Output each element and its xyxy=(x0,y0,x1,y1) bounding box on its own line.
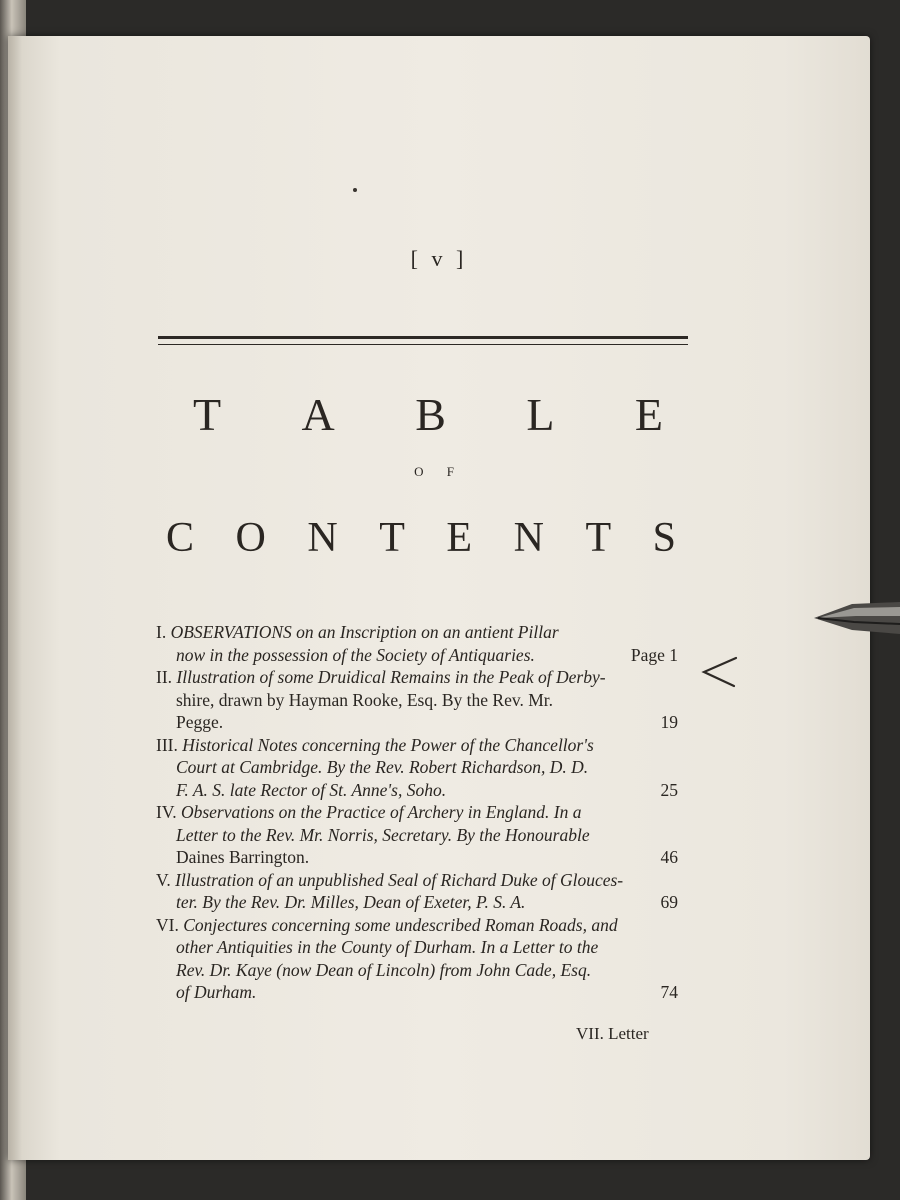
page-gutter-shadow xyxy=(8,36,22,1160)
toc-number: V. xyxy=(156,869,171,890)
toc-page-number: 69 xyxy=(660,892,678,912)
toc-line xyxy=(156,824,686,847)
toc-text: Rev. Dr. Kaye (now Dean of Lincoln) from John Cade, Esq. xyxy=(176,959,592,980)
toc-page-number: 19 xyxy=(660,712,678,732)
toc-page-number: 46 xyxy=(660,847,678,867)
catchword xyxy=(576,1024,649,1044)
toc-line xyxy=(156,621,686,644)
title-of: O F xyxy=(414,464,464,479)
toc-text: Illustration of an unpublished Seal of Richard Duke of Glouces- xyxy=(175,869,624,890)
toc-page-number: 74 xyxy=(660,982,678,1002)
book-page xyxy=(8,36,870,1160)
title-table xyxy=(193,388,663,441)
title-letter: E xyxy=(634,389,663,440)
toc-text: now in the possession of the Society of Antiquaries. xyxy=(176,644,535,665)
toc-line xyxy=(156,689,686,712)
title-letter: S xyxy=(652,515,676,561)
toc-line xyxy=(156,756,686,779)
toc-number: III. xyxy=(156,734,178,755)
toc-text: Illustration of some Druidical Remains in the Peak of Derby- xyxy=(176,667,606,687)
toc-line xyxy=(156,914,686,937)
toc-text: of Durham. xyxy=(176,982,257,1002)
toc-text: F. A. S. late Rector of St. Anne's, Soho. xyxy=(176,779,447,800)
toc-number: I. xyxy=(156,622,167,642)
title-letter: A xyxy=(301,389,335,440)
title-contents xyxy=(166,514,676,562)
toc-text: Letter to the Rev. Mr. Norris, Secretary. By the Honourable xyxy=(176,824,590,845)
title-letter: O xyxy=(235,515,266,561)
toc-line xyxy=(156,981,686,1004)
toc-text: ter. By the Rev. Dr. Milles, Dean of Exeter, P. S. A. xyxy=(176,892,526,912)
toc-line xyxy=(156,734,686,757)
toc-line xyxy=(156,846,686,869)
toc-number: IV. xyxy=(156,802,177,822)
toc-text: Observations on the Practice of Archery in England. In a xyxy=(180,802,582,822)
title-letter: T xyxy=(379,515,405,561)
title-letter: N xyxy=(307,515,338,561)
toc-line xyxy=(156,779,686,802)
pen-tip-icon xyxy=(812,598,900,638)
toc-line xyxy=(156,801,686,824)
toc-text: OBSERVATIONS on an Inscription on an antient Pillar xyxy=(170,622,559,642)
toc-entry xyxy=(156,801,686,869)
toc-text: other Antiquities in the County of Durham. In a Letter to the xyxy=(176,937,599,957)
title-letter: C xyxy=(166,515,195,561)
toc-text: Pegge. xyxy=(176,712,224,732)
toc-line xyxy=(156,959,686,982)
toc-entry xyxy=(156,621,686,666)
toc-line xyxy=(156,936,686,959)
page-folio: [ v ] xyxy=(410,246,468,271)
header-rule-thin xyxy=(158,344,688,345)
toc-text: Court at Cambridge. By the Rev. Robert Richardson, D. D. xyxy=(176,757,589,777)
toc-text: Conjectures concerning some undescribed Roman Roads, and xyxy=(183,914,618,935)
toc-text: Historical Notes concerning the Power of the Chancellor's xyxy=(182,734,594,755)
toc-line xyxy=(156,666,686,689)
title-letter: T xyxy=(585,515,612,561)
toc-entry xyxy=(156,666,686,734)
toc-entry xyxy=(156,914,686,1004)
title-letter: T xyxy=(193,389,222,440)
toc-page-number: Page 1 xyxy=(630,644,678,665)
toc-entry xyxy=(156,734,686,802)
pencil-mark-icon xyxy=(700,656,740,688)
toc-line xyxy=(156,711,686,734)
toc-entry xyxy=(156,869,686,914)
catchword-text: VII. Letter xyxy=(576,1024,649,1043)
toc-number: VI. xyxy=(156,914,179,935)
table-of-contents xyxy=(156,621,686,1004)
toc-line xyxy=(156,891,686,914)
toc-text: shire, drawn by Hayman Rooke, Esq. By the Rev. Mr. xyxy=(176,689,554,710)
title-letter: B xyxy=(415,389,446,440)
toc-number: II. xyxy=(156,667,173,687)
toc-page-number: 25 xyxy=(660,779,678,800)
toc-line xyxy=(156,869,686,892)
header-rule-thick xyxy=(158,336,688,339)
toc-line xyxy=(156,644,686,667)
title-letter: E xyxy=(446,515,473,561)
ink-dot xyxy=(353,188,357,192)
toc-text: Daines Barrington. xyxy=(176,847,310,867)
title-letter: N xyxy=(513,515,544,561)
title-letter: L xyxy=(526,389,555,440)
